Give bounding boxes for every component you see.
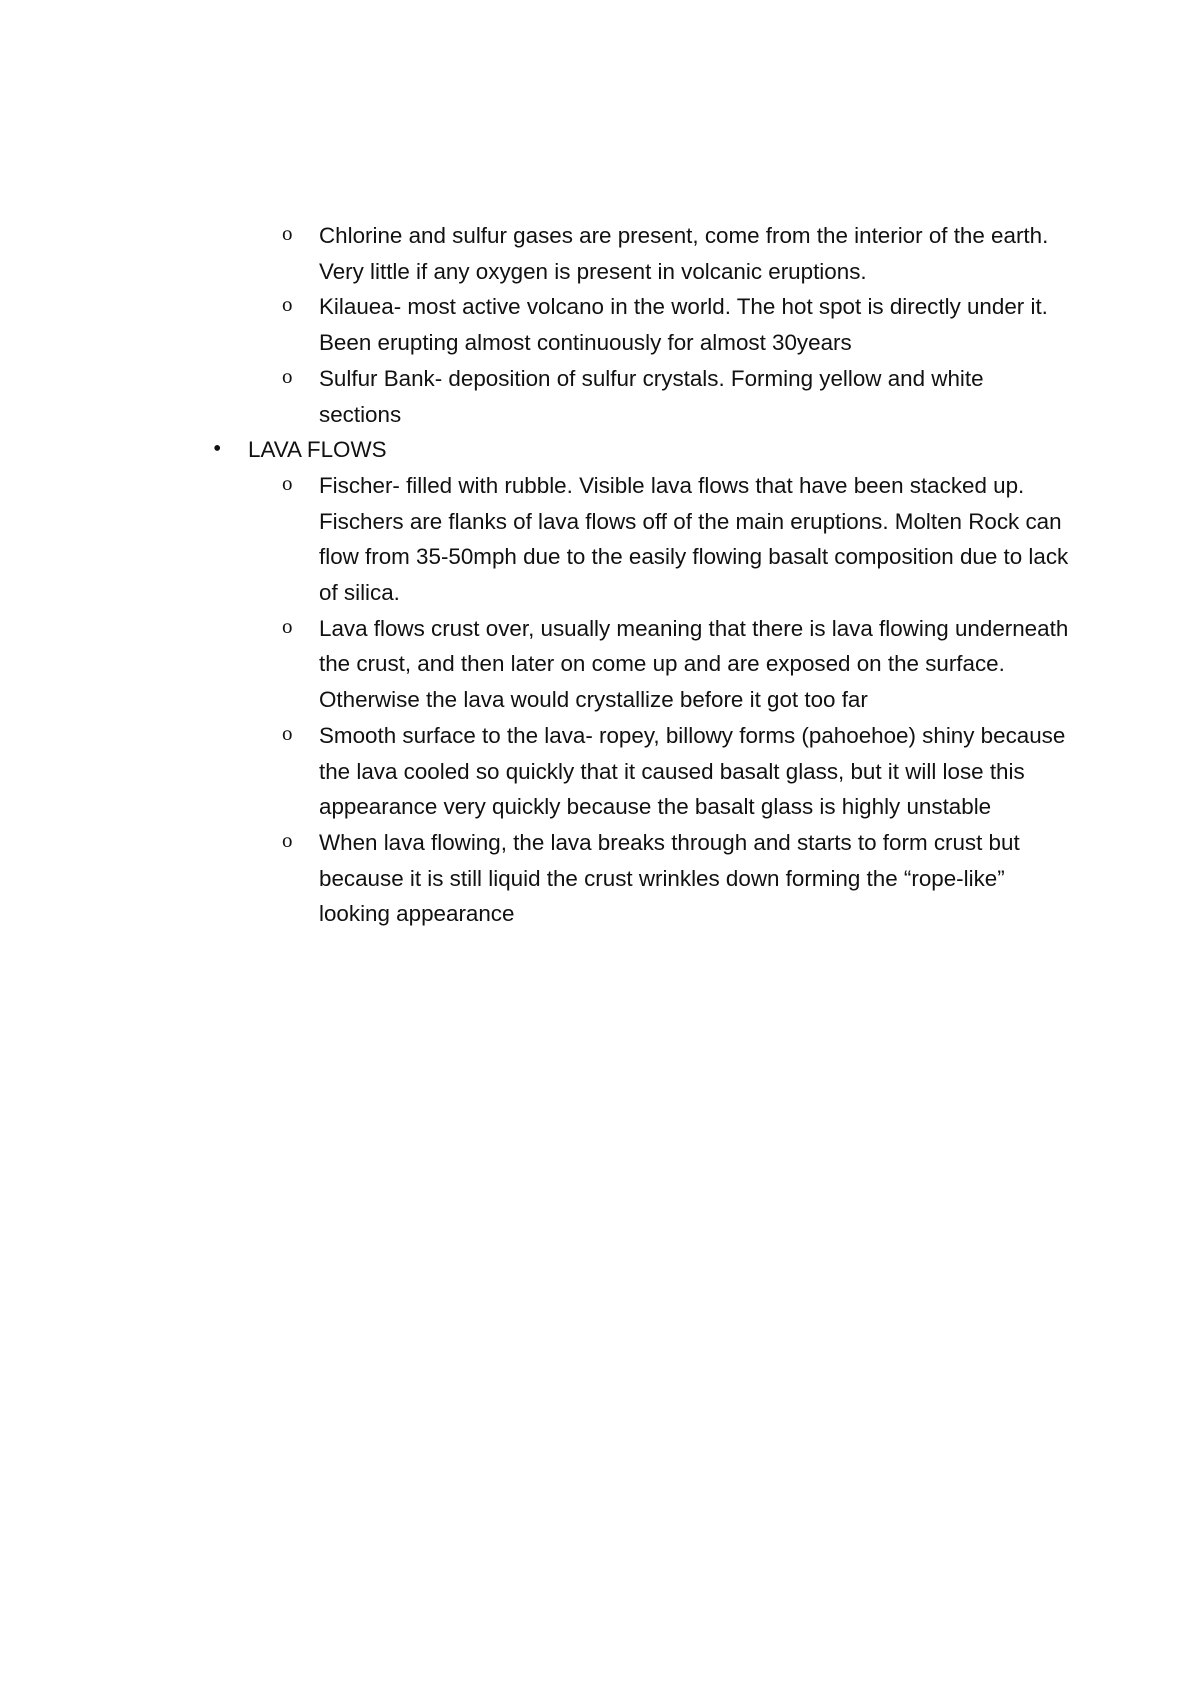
list-item-text: Sulfur Bank- deposition of sulfur crystals. Forming yellow and white sections [319,365,984,427]
hollow-bullet-marker: o [282,720,293,745]
list-item [282,825,1069,932]
list-item-text: Smooth surface to the lava- ropey, billowy forms (pahoehoe) shiny because the lava cooled so quickly that it caused basalt glass, but it will lose this appearance very quickly because the basalt glass is highly unstable [319,722,1066,820]
list-item-text: When lava flowing, the lava breaks through and starts to form crust but because it is still liquid the crust wrinkles down forming the “rope-like” looking appearance [319,829,1020,927]
hollow-bullet-marker: o [282,292,293,317]
section-heading-text: LAVA FLOWS [248,437,387,463]
hollow-bullet-marker: o [282,363,293,388]
list-item [282,361,1069,432]
hollow-bullet-marker: o [282,470,293,495]
list-item-text: Kilauea- most active volcano in the world. The hot spot is directly under it. Been erupting almost continuously for almost 30years [319,294,1048,356]
hollow-bullet-marker: o [282,827,293,852]
list-item [282,468,1069,611]
list-item [282,218,1069,289]
list-item-text: Fischer- filled with rubble. Visible lava flows that have been stacked up. Fischers are flanks of lava flows off of the main eruptions. Molten Rock can flow from 35-50mph due to the easily flowing basalt composition due to lack of silica. [319,472,1069,606]
hollow-bullet-marker: o [282,221,293,245]
list-item [282,718,1069,825]
hollow-bullet-marker: o [282,613,293,638]
list-item [282,289,1069,360]
bullet-list [0,218,1200,932]
list-item [282,611,1069,718]
solid-bullet-marker: • [213,436,222,463]
list-item-text: Lava flows crust over, usually meaning that there is lava flowing underneath the crust, and then later on come up and are exposed on the surface. Otherwise the lava would crystallize before it got too far [319,615,1069,713]
section-heading-item [213,432,1048,468]
list-item-text: Chlorine and sulfur gases are present, come from the interior of the earth. Very little if any oxygen is present in volcanic eruptions. [319,223,1049,284]
